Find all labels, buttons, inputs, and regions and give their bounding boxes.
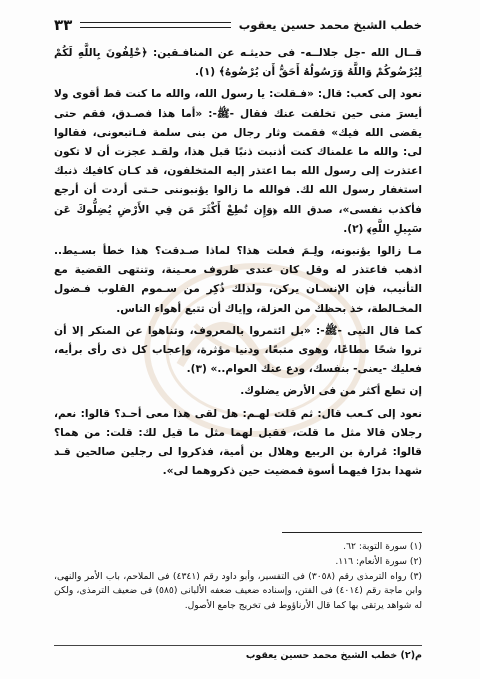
paragraph-1: قــال الله -جل جلالــه- فى حديثـه عن المنافـقين: ﴿حْلِفُونَ بِاللَّهِ لَكُمْ لِيُرْضُوكُمْ وَاللَّهُ وَرَسُولُهُ أَحَقُّ أَن يُرْضُوهُ﴾ (١). — [54, 47, 422, 79]
footnote-2: (٢) سورة الأنعام: ١١٦. — [335, 555, 422, 567]
page-header — [54, 12, 422, 38]
paragraph-6: نعود إلى كـعب قال: ثم قلت لهـم: هل لقى هذا معى أحـد؟ قالوا: نعم، رجلان قالا مثل ما قلت، فقيل لهما مثل ما قيل لك: قلت: من هما؟ قالوا: مُرارة بن الربيع وهلال بن أمية، فذكروا لى رجلين صالحين قـد شهدا بدرًا فيهما أسوة فمضيت حين ذكروهما لى». — [54, 407, 422, 478]
header-rule — [80, 22, 230, 28]
footnotes — [54, 540, 422, 614]
main-text — [54, 44, 422, 484]
footnote-1: (١) سورة التوبة: ٦٢. — [343, 541, 422, 552]
page-number: ٣٣ — [54, 16, 73, 34]
paragraph-4: كما قال النبى -ﷺ-: «بل ائتمروا بالمعروف، وتناهوا عن المنكر إلا أن تروا شحًا مطاعًا، وهوى متبعًا، ودنيا مؤثرة، وإعجاب كل ذى رأى برأيه، فعليك -يعنى- بنفسك، ودع عنك العوام..» (٣). — [54, 324, 422, 376]
running-title: خطب الشيخ محمد حسين يعقوب — [238, 18, 422, 32]
footnote-3: (٣) رواه الترمذى رقم (٣٠٥٨) فى التفسير، وأبو داود رقم (٤٣٤١) فى الملاحم، باب الأمر والنهى، وابن ماجة رقم (٤٠١٤) فى الفتن، وإسناده ضعيف ضعفه الألبانى (٥٨٥) فى ضعيف الترمذى، ولكن له شواهد يرتقى بها كما قال الأرناؤوط فى تخريج جامع الأصول. — [54, 570, 423, 612]
paragraph-2: نعود إلى كعب: قال: «فـقلت: يا رسول الله، والله ما كنت قط أقوى ولا أيسرَ منى حين تخلفت عنك فقال -ﷺ-: «أما هذا فصـدق، فقم حتى يقضى الله فيك» فقمت وثار رجال من بنى سلمة فـاتبعونى، فقالوا لى: والله ما علمناك كنت أذنبت ذنبًا قبل هذا، ولقـد عجزت أن لا تكون اعتذرت إلى رسول الله بما اعتذر إليه المتخلفون، قد كـان كافيك ذنبك استغفار رسول الله لك. فوالله ما زالوا يؤنبوننى حـتى أردت أن أرجع فأكذب نفسى»، صدق الله ﴿وَإِن تُطِعْ أَكْثَرَ مَن فِي الأَرْضِ يُضِلُّوكَ عَن سَبِيلِ اللَّهِ﴾ (٢). — [54, 88, 422, 235]
page-footer: م(٢) خطب الشيخ محمد حسين يعقوب — [54, 645, 422, 661]
paragraph-5: إن تطع أكثر من فى الأرض يضلوك. — [240, 385, 422, 398]
paragraph-3: مـا زالوا يؤنبونه، ولِـمَ فعلت هذا؟ لماذا صـدقت؟ هذا خطأ بسـيط.. اذهب فاعتذر له وقل كان عندى ظروف معـينة، وتنتهى القضية مع التأنيب، فإن الإنسـان يركن، ولذلك ذُكِر من سـموم القلوب فـضول المخـالطة، خذ بحظك من العزلة، وإياك أن تتبع أهواء الناس. — [54, 245, 422, 315]
footnote-rule — [282, 532, 422, 533]
